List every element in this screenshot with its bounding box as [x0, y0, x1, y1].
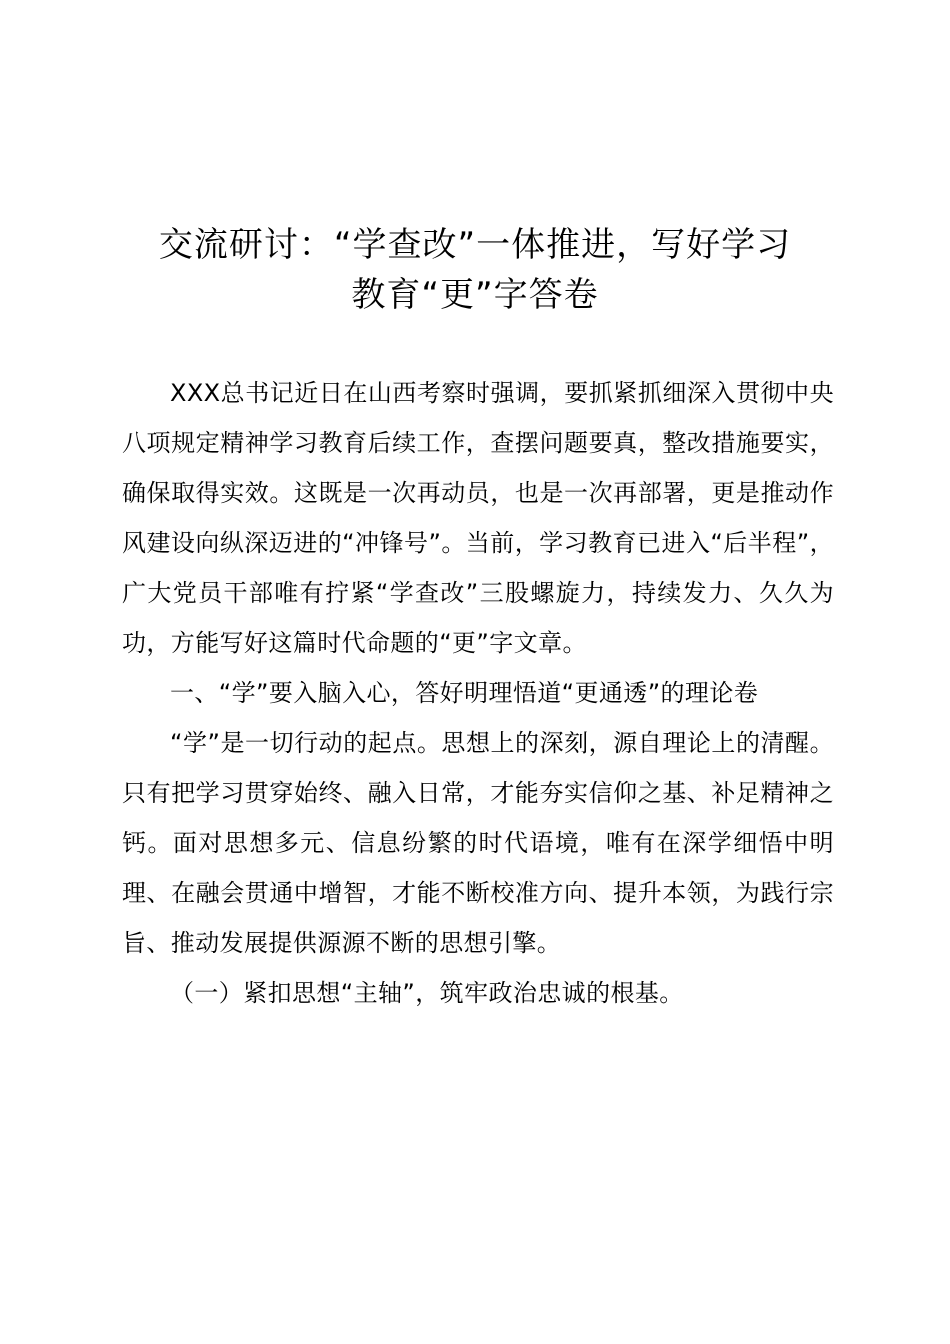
section-heading-1: 一、“学”要入脑入心，答好明理悟道“更通透”的理论卷	[170, 679, 759, 707]
document-body	[122, 368, 834, 1018]
intro-paragraph: XXX总书记近日在山西考察时强调，要抓紧抓细深入贯彻中央八项规定精神学习教育后续工作，查摆问题要真，整改措施要实，确保取得实效。这既是一次再动员，也是一次再部署，更是推动作风建设向纵深迈进的“冲锋号”。当前，学习教育已进入“后半程”，广大党员干部唯有拧紧“学查改”三股螺旋力，持续发力、久久为功，方能写好这篇时代命题的“更”字文章。	[122, 379, 834, 657]
title-line-2: 教育“更”字答卷	[351, 275, 599, 315]
document-title	[110, 220, 840, 320]
subsection-heading-1: （一）紧扣思想“主轴”，筑牢政治忠诚的根基。	[170, 979, 684, 1007]
title-line-1: 交流研讨：“学查改”一体推进，写好学习	[158, 225, 792, 265]
section-1-paragraph: “学”是一切行动的起点。思想上的深刻，源自理论上的清醒。只有把学习贯穿始终、融入日常，才能夯实信仰之基、补足精神之钙。面对思想多元、信息纷繁的时代语境，唯有在深学细悟中明理、在融会贯通中增智，才能不断校准方向、提升本领，为践行宗旨、推动发展提供源源不断的思想引擎。	[122, 729, 834, 957]
